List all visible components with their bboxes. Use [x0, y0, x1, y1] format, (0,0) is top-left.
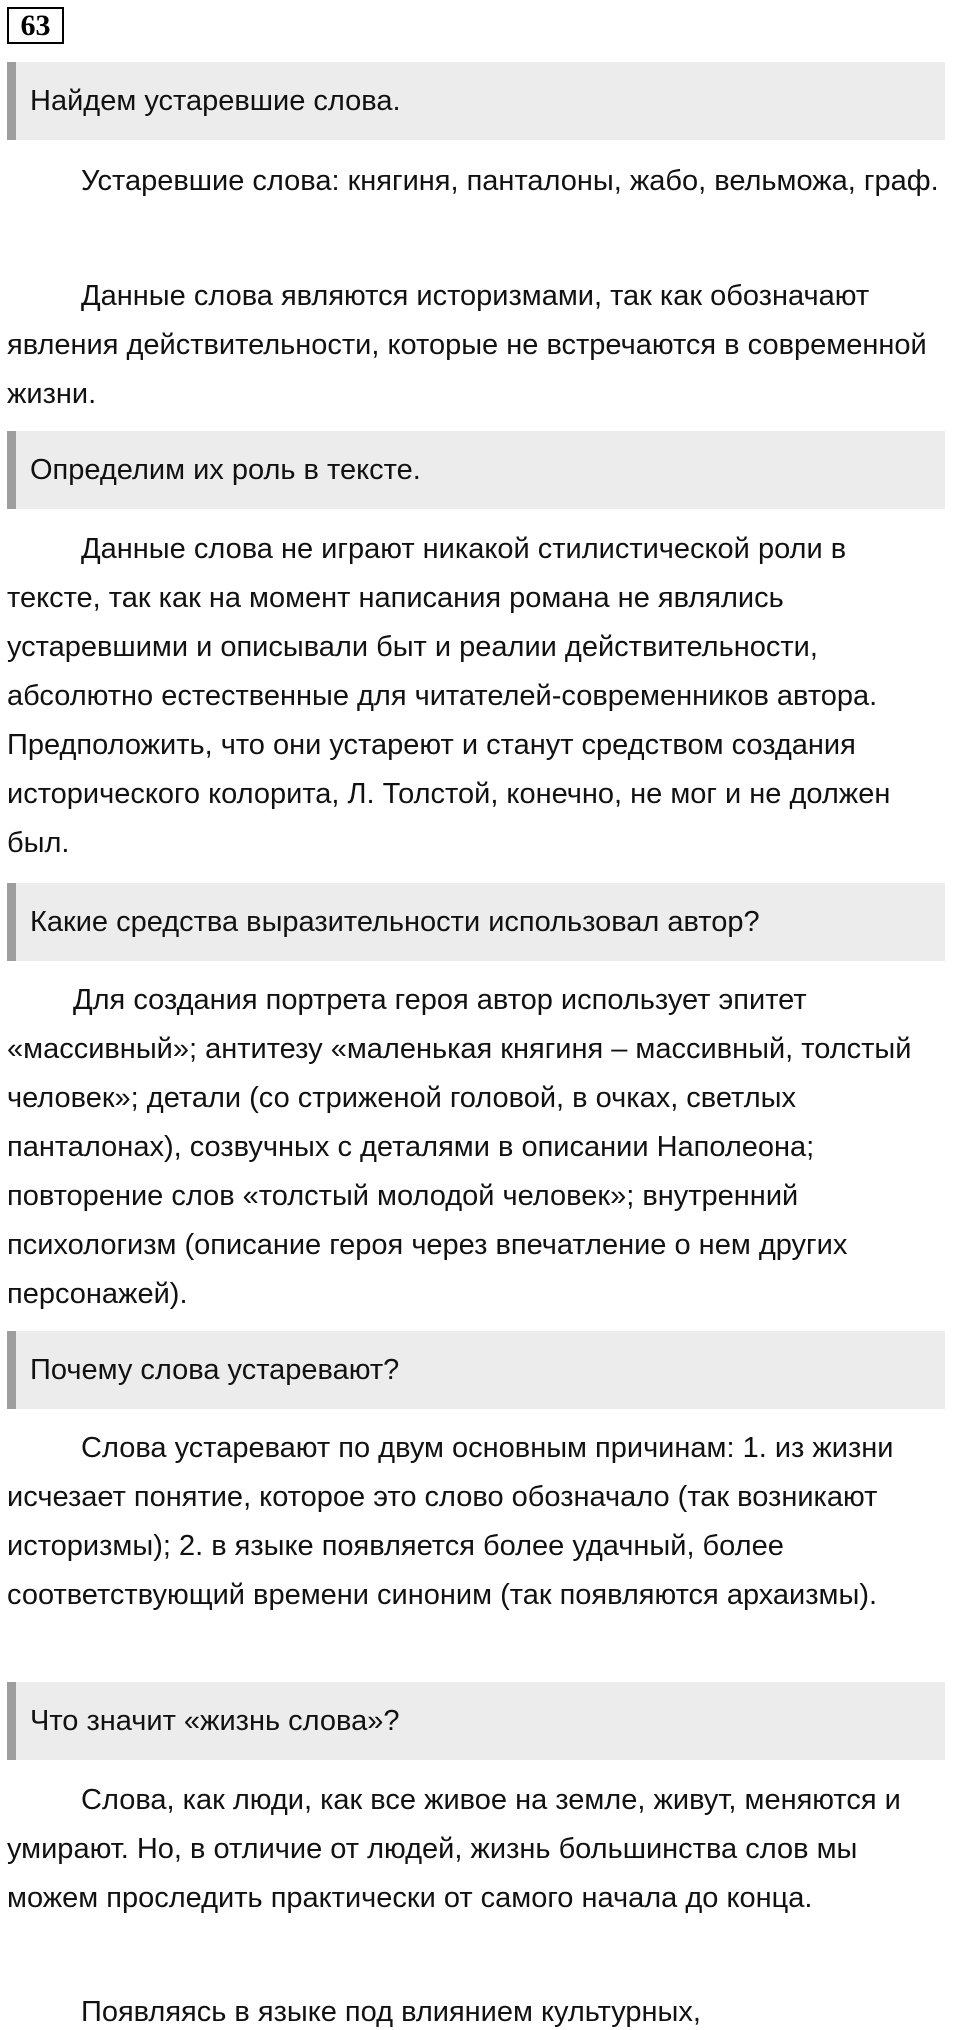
section-expressive-means — [7, 883, 945, 961]
section-find-obsolete-words — [7, 62, 945, 140]
section-why-words-become-obsolete — [7, 1331, 945, 1409]
section-role-in-text — [7, 431, 945, 509]
answer-paragraph: Данные слова не играют никакой стилистической роли в тексте, так как на момент написания романа не являлись устаревшими и описывали быт и реалии действительности, абсолютно естественные для читателей-современников автора. Предположить, что они устареют и станут средством создания исторического колорита, Л. Толстой, конечно, не мог и не должен был. — [7, 533, 891, 859]
section-life-of-word — [7, 1682, 945, 1760]
task-number-badge: 63 — [7, 7, 64, 44]
answer-paragraph: Устаревшие слова: княгиня, панталоны, жабо, вельможа, граф. — [81, 165, 939, 197]
question-heading: Что значит «жизнь слова»? — [7, 1682, 945, 1760]
answer-paragraph: Для создания портрета героя автор использует эпитет «массивный»; антитезу «маленькая княгиня – массивный, толстый человек»; детали (со стриженой головой, в очках, светлых панталонах), созвучных с деталями в описании Наполеона; повторение слов «толстый молодой человек»; внутренний психологизм (описание героя через впечатление о нем других персонажей). — [7, 984, 912, 1310]
question-heading: Найдем устаревшие слова. — [7, 62, 945, 140]
answer-paragraph: Слова устаревают по двум основным причинам: 1. из жизни исчезает понятие, которое это слово обозначало (так возникают историзмы); 2. в языке появляется более удачный, более соответствующий времени синоним (так появляются архаизмы). — [7, 1432, 894, 1611]
answer-paragraph: Данные слова являются историзмами, так как обозначают явления действительности, которые не встречаются в современной жизни. — [7, 280, 927, 410]
question-heading: Какие средства выразительности использовал автор? — [7, 883, 945, 961]
question-heading: Почему слова устаревают? — [7, 1331, 945, 1409]
question-heading: Определим их роль в тексте. — [7, 431, 945, 509]
answer-paragraph: Появляясь в языке под влиянием культурных, — [81, 1996, 701, 2028]
answer-paragraph: Слова, как люди, как все живое на земле, живут, меняются и умирают. Но, в отличие от людей, жизнь большинства слов мы можем проследить практически от самого начала до конца. — [7, 1784, 901, 1914]
